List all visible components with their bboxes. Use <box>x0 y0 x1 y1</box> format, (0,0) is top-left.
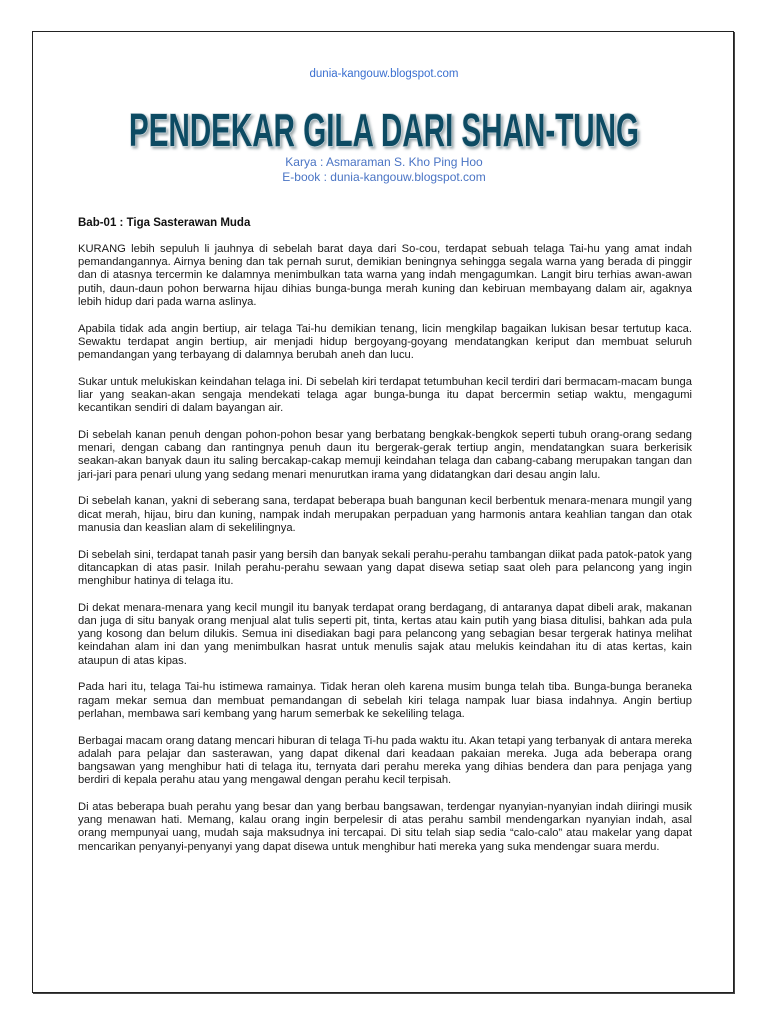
paragraph: Berbagai macam orang datang mencari hiburan di telaga Ti-hu pada waktu itu. Akan tetapi yang terbanyak di antara mereka adalah para pelajar dan sasterawan, yang dapat dikenal dari keadaan pakaian mereka. Juga ada beberapa orang bangsawan yang menghibur hati di telaga itu, ternyata dari perahu mereka yang dihias bendera dan para penjaga yang berdiri di kepala perahu atau yang mengawal dengan perahu kecil terpisah. <box>78 734 692 787</box>
site-url-link[interactable]: dunia-kangouw.blogspot.com <box>309 68 459 80</box>
ebook-source-line: E-book : dunia-kangouw.blogspot.com <box>282 170 486 184</box>
paragraph: Di atas beberapa buah perahu yang besar dan yang berbau bangsawan, terdengar nyanyian-nyanyian indah diiringi musik yang menawan hati. Memang, kalau orang ingin berpelesir di atas perahu sambil mendengarkan nyanyian indah, asal orang mempunyai uang, mudah saja maksudnya ini tercapai. Di situ telah siap sedia “calo-calo” atau makelar yang dapat mencarikan penyanyi-penyanyi yang dapat disewa untuk menghibur hati mereka yang suka mendengar suara merdu. <box>78 801 692 853</box>
author-line: Karya : Asmaraman S. Kho Ping Hoo <box>285 155 483 169</box>
paragraph: Di dekat menara-menara yang kecil mungil itu banyak terdapat orang berdagang, di antaranya dapat dibeli arak, makanan dan juga di situ banyak orang menjual alat tulis seperti pit, tinta, kertas atau kain putih yang biasa ditulisi, bahkan ada pula yang kosong dan belum dilukis. Semua ini disediakan bagi para pelancong yang sebagian besar tergerak hatinya melihat keindahan alam ini dan yang menimbulkan hasrat untuk menulis sajak atau melukis keindahan itu di atas kertas, kain ataupun di atas kipas. <box>78 601 692 667</box>
paragraph: Di sebelah sini, terdapat tanah pasir yang bersih dan banyak sekali perahu-perahu tambangan diikat pada patok-patok yang ditancapkan di atas pasir. Inilah perahu-perahu sewaan yang dapat disewa setiap saat oleh para pelancong yang ingin menghibur hatinya di telaga itu. <box>78 548 692 588</box>
credits-block <box>0 155 768 185</box>
paragraph: Di sebelah kanan, yakni di seberang sana, terdapat beberapa buah bangunan kecil berbentuk menara-menara mungil yang dicat merah, hijau, biru dan kuning, nampak indah merupakan perpaduan yang harmonis antara keahlian tangan dan otak manusia dan keaslian alam di sekelilingnya. <box>78 495 692 534</box>
paragraph: Di sebelah kanan penuh dengan pohon-pohon besar yang berbatang bengkak-bengkok seperti tubuh orang-orang sedang menari, dengan cabang dan rantingnya penuh daun itu bergerak-gerak tertiup angin, mendatangkan suara berkerisik seakan-akan banyak daun itu saling bercakap-cakap memuji keindahan telaga dan cabang-cabang merupakan tangan dan jari-jari para penari ulung yang sedang menari menurutkan irama yang didatangkan dari desau angin lalu. <box>78 429 692 481</box>
book-title-text: PENDEKAR GILA DARI SHAN-TUNG <box>129 104 639 156</box>
paragraph: Apabila tidak ada angin bertiup, air telaga Tai-hu demikian tenang, licin mengkilap bagaikan lukisan besar tertutup kaca. Sewaktu terdapat angin bertiup, air menjadi hidup bergoyang-goyang mendatangkan keriput dan membuat seluruh pemandangan yang terbayang di dalamnya berubah aneh dan lucu. <box>78 322 692 362</box>
paragraph: Sukar untuk melukiskan keindahan telaga ini. Di sebelah kiri terdapat tetumbuhan kecil terdiri dari bermacam-macam bunga liar yang seakan-akan sengaja mendekati telaga agar bunga-bunga itu dapat bercermin setiap waktu, mengagumi kecantikan sendiri di dalam bayangan air. <box>78 375 692 415</box>
book-title <box>120 92 648 162</box>
chapter-heading: Bab-01 : Tiga Sasterawan Muda <box>78 217 251 229</box>
chapter-content <box>78 217 692 867</box>
paragraph: KURANG lebih sepuluh li jauhnya di sebelah barat daya dari So-cou, terdapat sebuah telaga Tai-hu yang amat indah pemandangannya. Airnya bening dan tak pernah surut, demikian beningnya sehingga segala warna yang berada di pinggir dan di atasnya tercermin ke dalamnya menimbulkan tata warna yang indah mengagumkan. Langit biru terhias awan-awan putih, daun-daun pohon berwarna hijau dihias bunga-bunga merah kuning dan kebiruan membayang dalam air, agaknya lebih hidup dari pada warna aslinya. <box>78 243 692 308</box>
paragraph: Pada hari itu, telaga Tai-hu istimewa ramainya. Tidak heran oleh karena musim bunga telah tiba. Bunga-bunga beraneka ragam mekar semua dan membuat pemandangan di sebelah kiri telaga nampak luar biasa indahnya. Angin bertiup perlahan, membawa sari kembang yang harum semerbak ke sekeliling telaga. <box>78 681 692 720</box>
